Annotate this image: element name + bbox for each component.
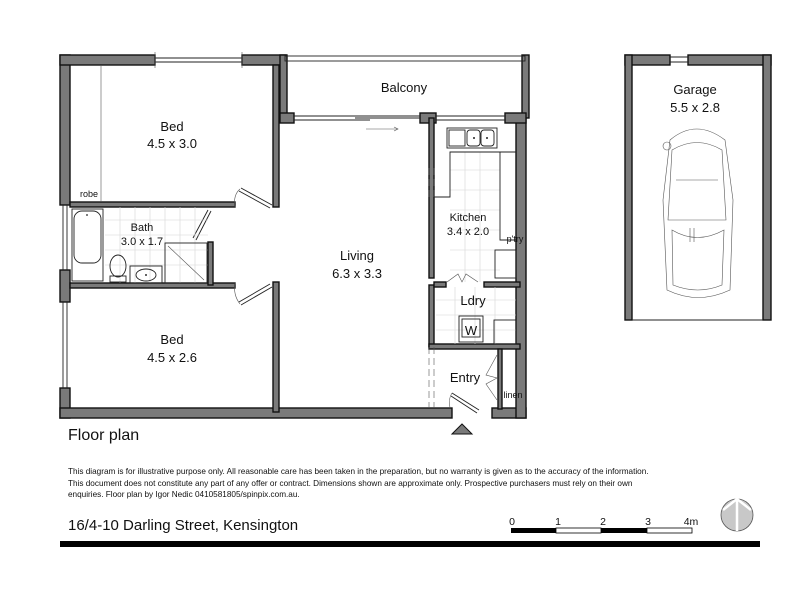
scale-tick-0: 0 (509, 516, 515, 528)
robe-label: robe (79, 189, 99, 199)
room-bed2-name: Bed (160, 332, 184, 347)
room-garage-size: 5.5 x 2.8 (670, 100, 720, 115)
disclaimer-line-1: This diagram is for illustrative purpose only. All reasonable care has been taken in the preparation, but no warranty is given as to the accuracy of the information. (68, 467, 649, 476)
room-entry-name: Entry (449, 370, 481, 385)
window-kitchen (436, 116, 505, 120)
scale-tick-4m: 4m (683, 516, 699, 528)
room-living-name: Living (340, 248, 374, 263)
bathtub (72, 209, 103, 281)
bathtub-basin (74, 211, 101, 263)
pantry (495, 250, 516, 278)
linen-label: linen (503, 390, 523, 400)
disclaimer (68, 466, 688, 501)
room-bath-size: 3.0 x 1.7 (120, 236, 164, 248)
room-living-size: 6.3 x 3.3 (332, 266, 382, 281)
property-address: 16/4-10 Darling Street, Kensington (68, 517, 299, 534)
room-kitchen-name: Kitchen (449, 212, 487, 224)
north-compass-icon (721, 499, 753, 531)
entry-arrow-icon (452, 424, 472, 434)
door-bed1 (235, 188, 272, 208)
scale-tick-2: 2 (600, 516, 606, 528)
window-bed2 (63, 302, 67, 388)
room-bed1-size: 4.5 x 3.0 (147, 136, 197, 151)
car-outline-icon (663, 129, 733, 298)
disclaimer-line-3: enquiries. Floor plan by Igor Nedic 0410581805/spinpix.com.au. (68, 490, 300, 499)
toilet (110, 255, 126, 277)
disclaimer-line-2: This document does not constitute any part of any offer or contract. Dimensions shown are approximate only. Prospective purchasers must rely on their own (68, 478, 633, 488)
scale-bar (509, 516, 698, 533)
door-bath (193, 210, 211, 240)
washer-label: W (464, 323, 478, 338)
balcony-rail (285, 56, 525, 61)
room-laundry-name: Ldry (460, 293, 486, 308)
window-bath (63, 205, 67, 270)
sink (447, 128, 497, 148)
footer-rule (60, 541, 760, 547)
room-bath-name: Bath (130, 222, 154, 234)
door-bed2 (235, 283, 272, 305)
laundry-tub (494, 320, 516, 344)
room-bed2-size: 4.5 x 2.6 (147, 350, 197, 365)
room-garage-name: Garage (673, 82, 717, 97)
window-bed1 (155, 52, 242, 68)
pantry-label: p'try (506, 234, 524, 244)
room-balcony-name: Balcony (380, 80, 428, 95)
sliding-door-balcony (294, 116, 420, 131)
room-kitchen-size: 3.4 x 2.0 (446, 226, 490, 238)
scale-tick-3: 3 (645, 516, 651, 528)
scale-tick-1: 1 (555, 516, 561, 528)
plan-title: Floor plan (68, 427, 140, 444)
room-bed1-name: Bed (160, 119, 184, 134)
kitchen-fixtures (434, 128, 516, 282)
